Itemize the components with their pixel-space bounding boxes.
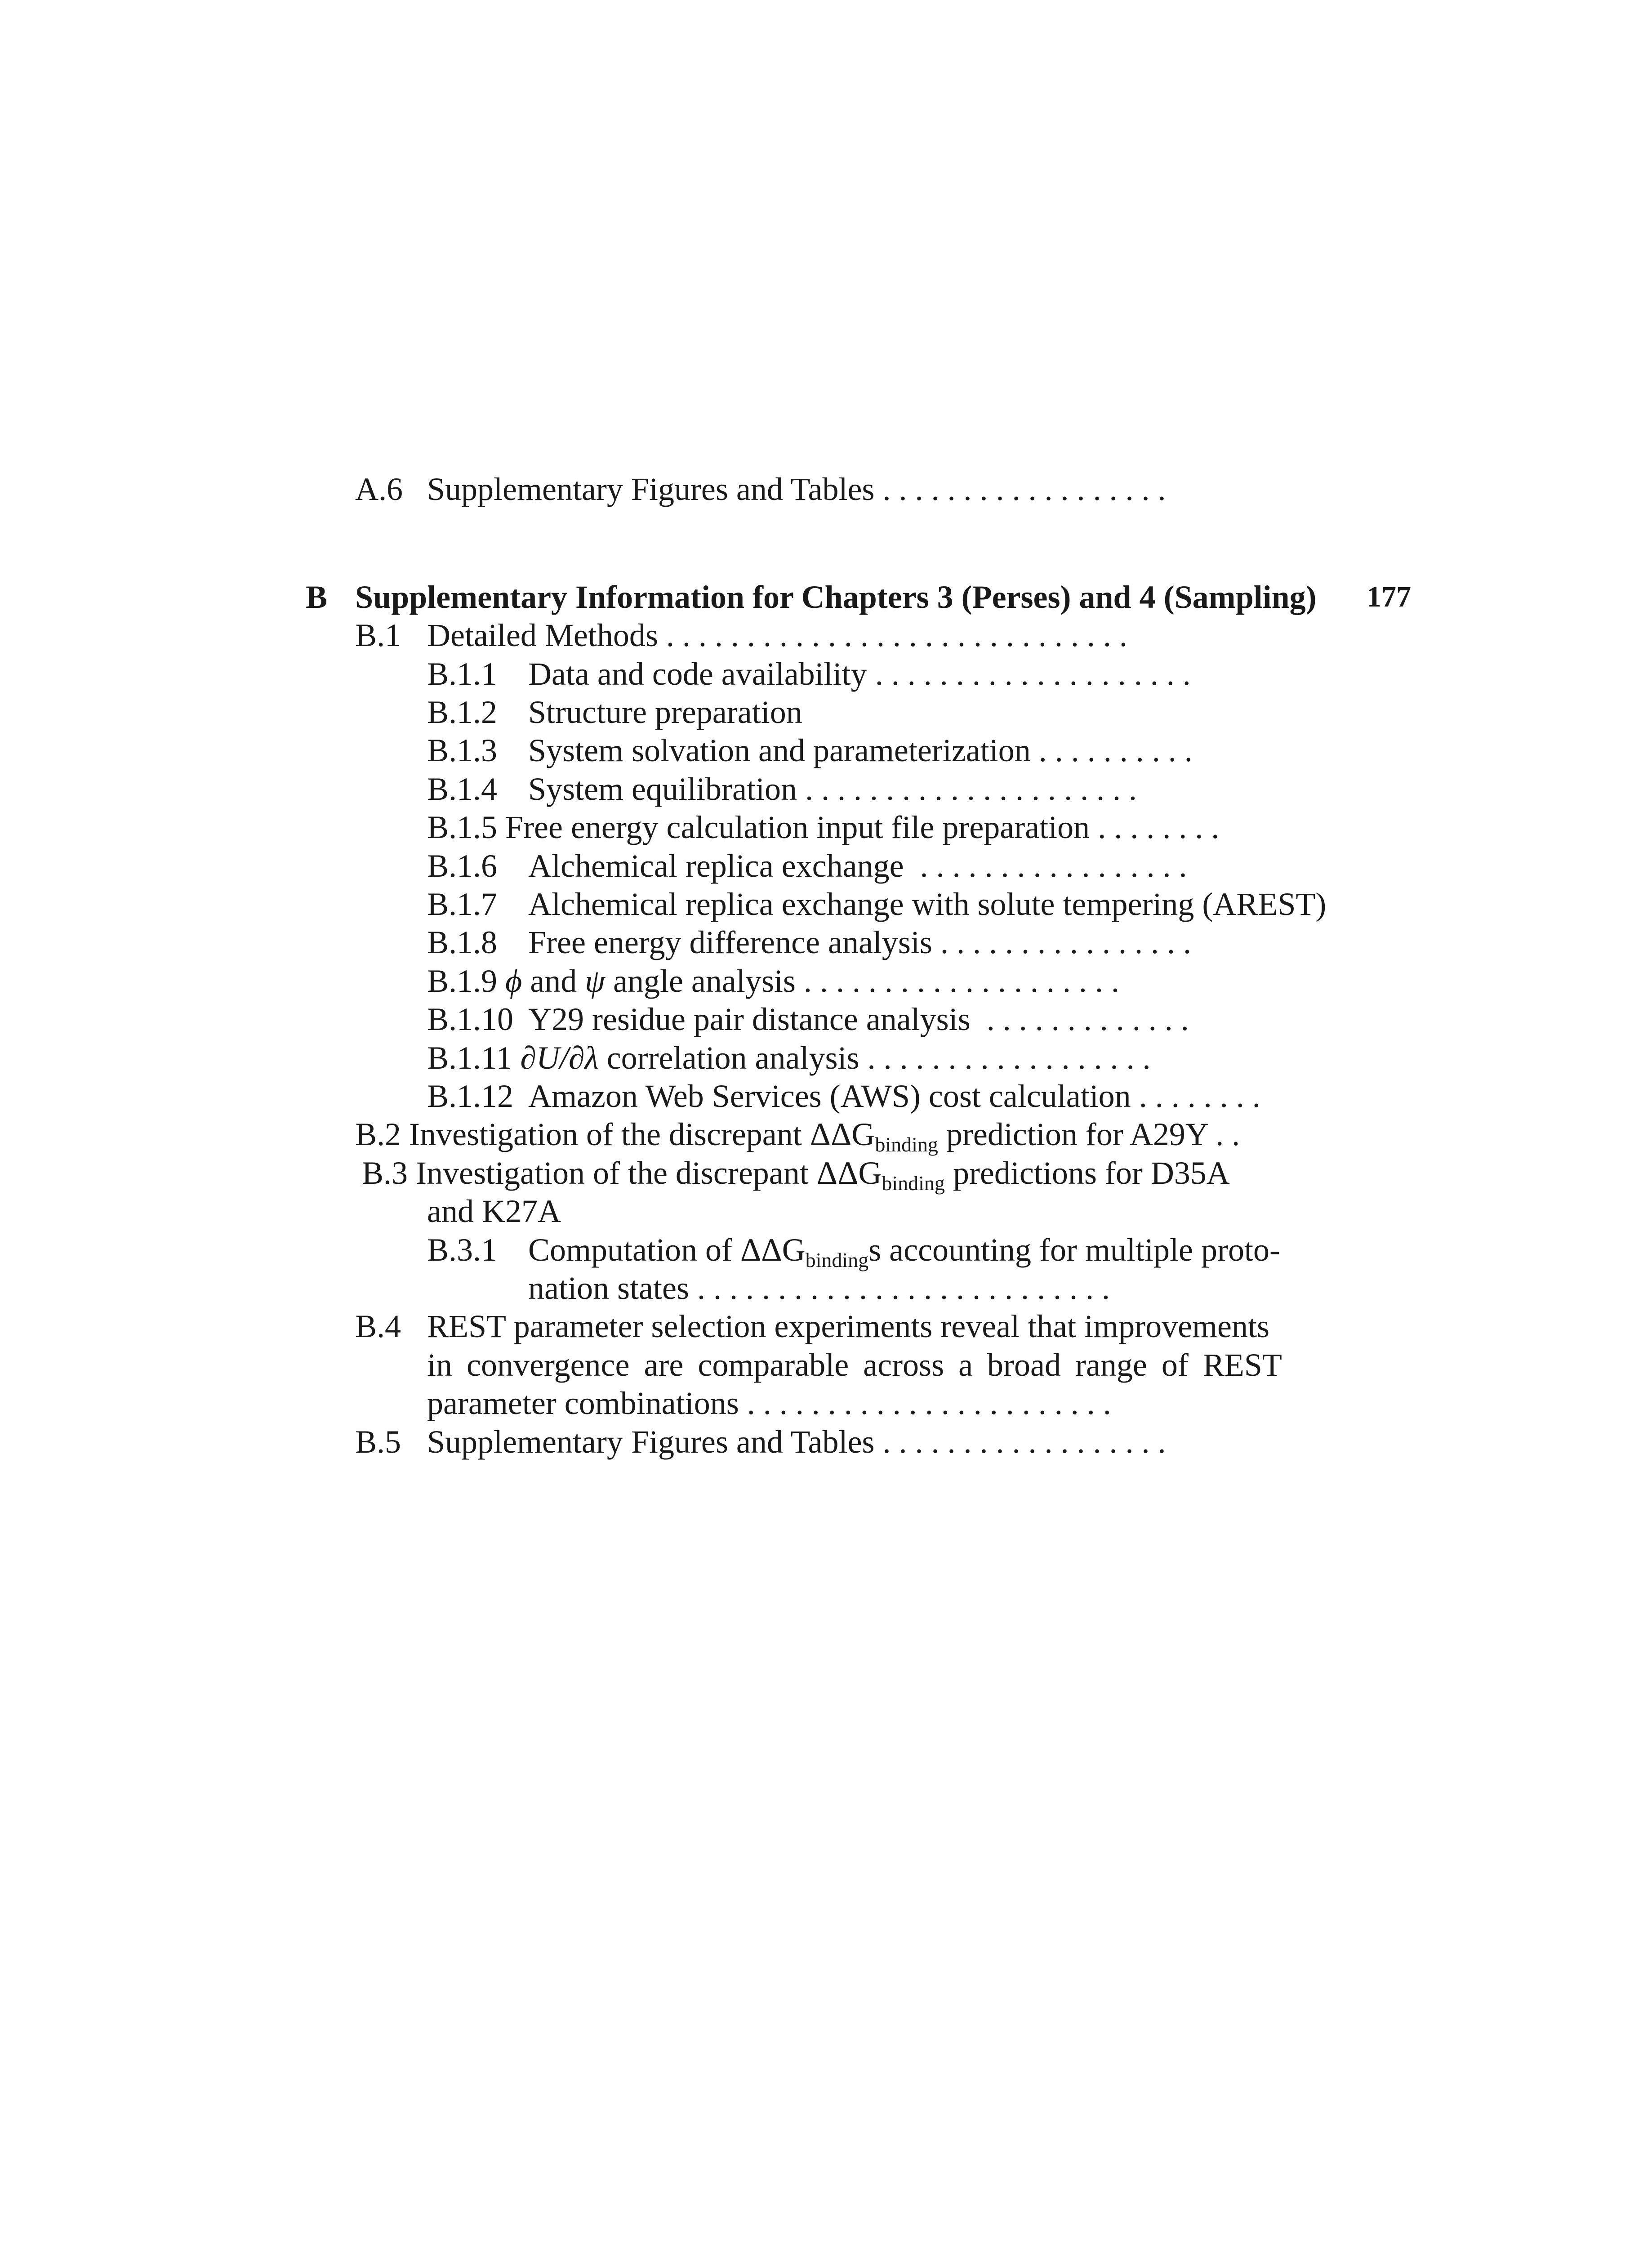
toc-entry-a6[interactable] [355, 470, 1166, 508]
leader-dots: . . . . . . . . . . . . . [986, 1001, 1189, 1037]
psi-symbol: ψ [585, 963, 605, 999]
toc-entry-b111[interactable] [427, 1039, 1151, 1077]
leader-dots: . . . . . . . . . . . . . . . . . . . . [875, 656, 1191, 692]
leader-dots: . . . . . . . . . . . . . . . . . . [867, 1040, 1151, 1076]
entry-title: Alchemical replica exchange [528, 848, 904, 884]
entry-title: System solvation and parameterization [528, 732, 1031, 768]
leader-dots: . . . . . . . . [1098, 809, 1220, 845]
toc-entry-b2[interactable] [355, 1115, 1240, 1154]
leader-dots: . . . . . . . . . . . . . . . . . . . . . . . . . . . . . [666, 617, 1127, 653]
toc-entry-b19[interactable] [427, 962, 1119, 1000]
entry-title: Supplementary Figures and Tables [427, 1424, 875, 1460]
toc-entry-b4[interactable] [355, 1307, 1269, 1346]
entry-number: B.1.1 [427, 656, 498, 692]
toc-entry-b5[interactable] [355, 1423, 1166, 1461]
entry-title: Y29 residue pair distance analysis [528, 1001, 971, 1037]
leader-dots: . . . . . . . . . . . . . . . . . [920, 848, 1187, 884]
entry-number: B.1.9 [427, 963, 498, 999]
entry-title-end: s accounting for multiple proto- [868, 1232, 1280, 1268]
entry-number: B.1.8 [427, 924, 498, 960]
entry-title: Detailed Methods [427, 617, 658, 653]
entry-title: System equilibration [528, 771, 797, 807]
entry-title-line2: in convergence are comparable across a broad range of REST [427, 1347, 1282, 1383]
toc-entry-b14[interactable] [427, 770, 1137, 808]
entry-number: B.4 [355, 1308, 401, 1344]
toc-entry-b3[interactable] [362, 1154, 1230, 1195]
entry-title-line2: nation states [528, 1270, 689, 1306]
entry-number: B.1.12 [427, 1078, 514, 1114]
entry-title: correlation analysis [606, 1040, 859, 1076]
entry-number: B.1.10 [427, 1001, 514, 1037]
toc-entry-b31[interactable] [427, 1231, 1280, 1269]
toc-entry-b13[interactable] [427, 731, 1193, 770]
binding-subscript: binding [805, 1249, 869, 1271]
entry-title-end: prediction for A29Y [946, 1116, 1208, 1152]
entry-title-start: Investigation of the discrepant ΔΔG [416, 1155, 882, 1191]
entry-title-start: Investigation of the discrepant ΔΔG [409, 1116, 875, 1152]
entry-number: B.5 [355, 1424, 401, 1460]
entry-number: B.2 [355, 1116, 401, 1152]
entry-title-line1: REST parameter selection experiments reveal that improvements [427, 1308, 1270, 1344]
toc-entry-b16[interactable] [427, 847, 1187, 885]
leader-dots: . . . . . . . . . . . . . . . . . . [882, 1424, 1166, 1460]
entry-number: B.1.2 [427, 694, 498, 730]
leader-dots: . . . . . . . . . . . . . . . . . . . . . . . [747, 1385, 1111, 1421]
entry-title: Free energy calculation input file preparation [505, 809, 1090, 845]
leader-dots: . . . . . . . . . . . . . . . . . . [882, 471, 1166, 507]
leader-dots: . . . . . . . . . . . . . . . . . . . . . . . . . . [697, 1270, 1110, 1306]
and-text: and [530, 963, 577, 999]
leader-dots: . . . . . . . . [1139, 1078, 1260, 1114]
entry-title-line3: parameter combinations [427, 1385, 739, 1421]
toc-chapter-b[interactable] [306, 578, 1317, 616]
toc-entry-b3-continuation: and K27A [427, 1193, 561, 1229]
entry-number: B.1.7 [427, 886, 498, 922]
entry-title: Supplementary Figures and Tables [427, 471, 875, 507]
toc-entry-b17[interactable] [427, 885, 1326, 923]
entry-number: B.3 [362, 1155, 408, 1191]
entry-title: Amazon Web Services (AWS) cost calculation [528, 1078, 1131, 1114]
toc-entry-b110[interactable] [427, 1000, 1189, 1039]
entry-title: Free energy difference analysis [528, 924, 932, 960]
partial-derivative-expression: ∂U/∂λ [520, 1040, 599, 1076]
entry-title: Data and code availability [528, 656, 867, 692]
leader-dots: . . . . . . . . . . . . . . . . . . . . [803, 963, 1119, 999]
binding-subscript: binding [882, 1172, 945, 1195]
toc-entry-b11[interactable] [427, 655, 1191, 693]
chapter-title: Supplementary Information for Chapters 3 (Perses) and 4 (Sampling) [355, 579, 1317, 615]
entry-number: B.1.11 [427, 1040, 512, 1076]
toc-entry-b12[interactable] [427, 693, 802, 731]
toc-entry-b15[interactable] [427, 808, 1219, 847]
entry-title-start: Computation of ΔΔG [528, 1232, 806, 1268]
chapter-page-number: 177 [1367, 580, 1411, 613]
toc-entry-b1[interactable] [355, 616, 1127, 655]
leader-dots: . . . . . . . . . . [1038, 732, 1193, 768]
entry-number: B.1.5 [427, 809, 498, 845]
entry-number: B.3.1 [427, 1232, 498, 1268]
binding-subscript: binding [875, 1133, 938, 1156]
entry-number: B.1 [355, 617, 401, 653]
entry-title: angle analysis [613, 963, 796, 999]
toc-entry-b31-continuation [528, 1269, 1110, 1307]
chapter-letter: B [306, 579, 328, 615]
entry-title-end: predictions for D35A [953, 1155, 1230, 1191]
entry-number: B.1.4 [427, 771, 498, 807]
entry-number: B.1.6 [427, 848, 498, 884]
phi-symbol: ϕ [505, 963, 522, 999]
toc-entry-b18[interactable] [427, 923, 1191, 962]
entry-title: Alchemical replica exchange with solute tempering (AREST) [528, 886, 1327, 922]
leader-dots: . . . . . . . . . . . . . . . . [940, 924, 1191, 960]
leader-dots: . . . . . . . . . . . . . . . . . . . . . [805, 771, 1137, 807]
entry-number: B.1.3 [427, 732, 498, 768]
toc-entry-b112[interactable] [427, 1077, 1260, 1115]
entry-number: A.6 [355, 471, 403, 507]
leader-dots: . . [1216, 1116, 1240, 1152]
entry-title: Structure preparation [528, 694, 802, 730]
toc-entry-b4-continuation [427, 1384, 1111, 1423]
